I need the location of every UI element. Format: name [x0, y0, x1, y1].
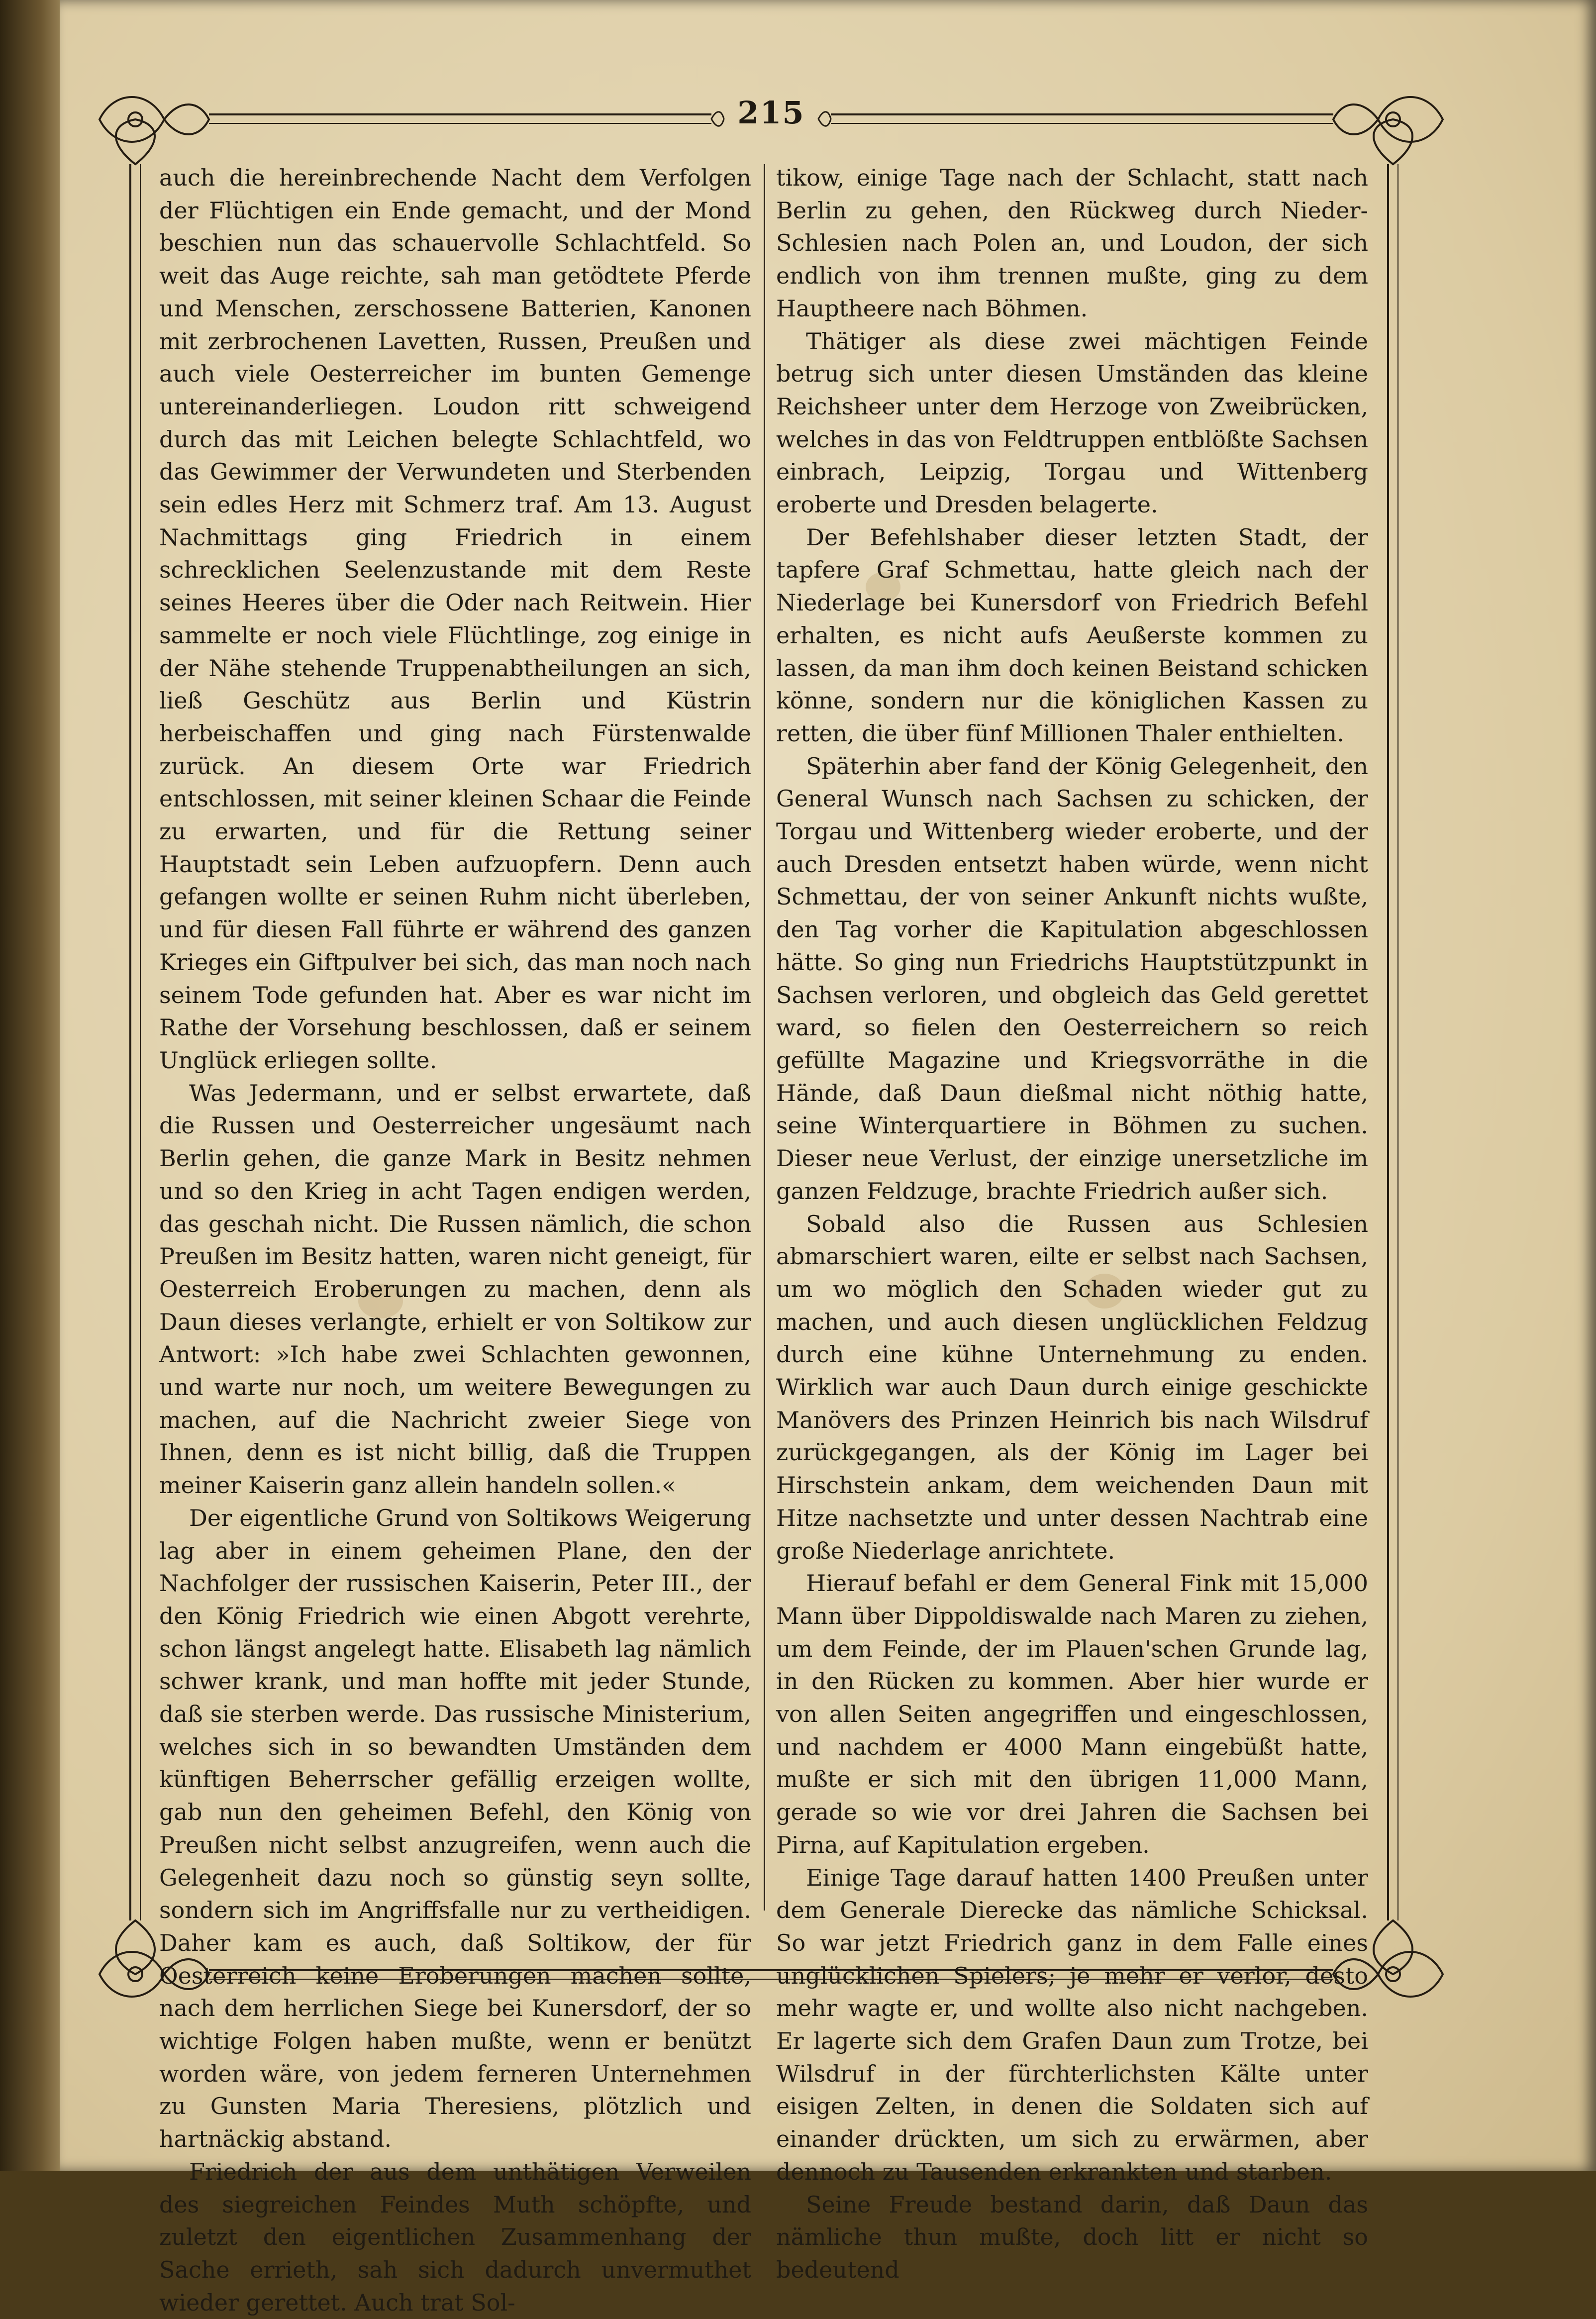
paragraph: Friedrich der aus dem unthätigen Verweilen des siegreichen Feindes Muth schöpfte, und zuletzt den eigentlichen Zusammenhang der Sache errieth, sah sich dadurch unvermuthet wieder gerettet. Auch trat Sol- — [159, 2158, 751, 2316]
paragraph: Der eigentliche Grund von Soltikows Weigerung lag aber in einem geheimen Plane, den der Nachfolger der russischen Kaiserin, Peter III., der den König Friedrich wie einen Abgott verehrte, schon längst angelegt hatte. Elisabeth lag nämlich schwer krank, und man hoffte mit jeder Stunde, daß sie sterben werde. Das russische Ministerium, welches sich in so bewandten Umständen dem künftigen Beherrscher gefällig erzeigen wollte, gab nun den geheimen Befehl, den König von Preußen nicht selbst anzugreifen, wenn auch die Gelegenheit dazu noch so günstig seyn sollte, sondern sich im Angriffsfalle nur zu vertheidigen. Daher kam es auch, daß Soltikow, der für Oesterreich keine Eroberungen machen sollte, nach dem herrlichen Siege bei Kunersdorf, der so wichtige Folgen haben mußte, wenn er benützt worden wäre, von jedem ferneren Unternehmen zu Gunsten Maria Theresiens, plötzlich und hartnäckig abstand. — [159, 1504, 751, 2153]
corner-ornament-top-left — [100, 97, 209, 164]
paragraph: Hierauf befahl er dem General Fink mit 15,000 Mann über Dippoldiswalde nach Maren zu ziehen, um dem Feinde, der im Plauen'schen Grunde lag, in den Rücken zu kommen. Aber hier wurde er von allen Seiten angegriffen und eingeschlossen, und nachdem er 4000 Mann eingebüßt hatte, mußte er sich mit den übrigen 11,000 Mann, gerade so wie vor drei Jahren die Sachsen bei Pirna, auf Kapitulation ergeben. — [776, 1570, 1368, 1858]
corner-ornament-top-right — [1333, 97, 1443, 164]
paragraph: Späterhin aber fand der König Gelegenheit, den General Wunsch nach Sachsen zu schicken, der Torgau und Wittenberg wieder eroberte, und der auch Dresden entsetzt haben würde, wenn nicht Schmettau, der von seiner Ankunft nichts wußte, den Tag vorher die Kapitulation abgeschlossen hätte. So ging nun Friedrichs Hauptstützpunkt in Sachsen verloren, und obgleich das Geld gerettet ward, so fielen den Oesterreichern so reich gefüllte Magazine und Kriegsvorräthe in die Hände, daß Daun dießmal nicht nöthig hatte, seine Winterquartiere in Böhmen zu suchen. Dieser neue Verlust, der einzige unersetzliche im ganzen Feldzuge, brachte Friedrich außer sich. — [776, 752, 1368, 1205]
paragraph: Einige Tage darauf hatten 1400 Preußen unter dem Generale Dierecke das nämliche Schicksal. So war jetzt Friedrich ganz in dem Falle eines unglücklichen Spielers; je mehr er verlor, desto mehr wagte er, und wollte also nicht nachgeben. Er lagerte sich dem Grafen Daun zum Trotze, bei Wilsdruf in der fürchterlichsten Kälte unter eisigen Zelten, in denen die Soldaten sich auf einander drückten, um sich zu erwärmen, aber dennoch zu Tausenden erkrankten und starben. — [776, 1864, 1368, 2185]
paragraph: Der Befehlshaber dieser letzten Stadt, der tapfere Graf Schmettau, hatte gleich nach der Niederlage bei Kunersdorf von Friedrich Befehl erhalten, es nicht aufs Aeußerste kommen zu lassen, da man ihm doch keinen Beistand schicken könne, sondern nur die königlichen Kassen zu retten, die über fünf Millionen Thaler enthielten. — [776, 523, 1368, 747]
paragraph: Thätiger als diese zwei mächtigen Feinde betrug sich unter diesen Umständen das kleine Reichsheer unter dem Herzoge von Zweibrücken, welches in das von Feldtruppen entblößte Sachsen einbrach, Leipzig, Torgau und Wittenberg eroberte und Dresden belagerte. — [776, 327, 1368, 518]
paragraph: auch die hereinbrechende Nacht dem Verfolgen der Flüchtigen ein Ende gemacht, und der Mond beschien nun das schauervolle Schlachtfeld. So weit das Auge reichte, sah man getödtete Pferde und Menschen, zerschossene Batterien, Kanonen mit zerbrochenen Lavetten, Russen, Preußen und auch viele Oesterreicher im bunten Gemenge untereinanderliegen. Loudon ritt schweigend durch das mit Leichen belegte Schlachtfeld, wo das Gewimmer der Verwundeten und Sterbenden sein edles Herz mit Schmerz traf. Am 13. August Nachmittags ging Friedrich in einem schrecklichen Seelenzustande mit dem Reste seines Heeres über die Oder nach Reitwein. Hier sammelte er noch viele Flüchtlinge, zog einige in der Nähe stehende Truppenabtheilungen an sich, ließ Geschütz aus Berlin und Küstrin herbeischaffen und ging nach Fürstenwalde zurück. An diesem Orte war Friedrich entschlossen, mit seiner kleinen Schaar die Feinde zu erwarten, und für die Rettung seiner Hauptstadt sein Leben aufzuopfern. Denn auch gefangen wollte er seinen Ruhm nicht überleben, und für diesen Fall führte er während des ganzen Krieges ein Giftpulver bei sich, das man noch nach seinem Tode gefunden hat. Aber es war nicht im Rathe der Vorsehung beschlossen, daß er seinem Unglück erliegen sollte. — [159, 164, 751, 1074]
page-number: 215 — [737, 95, 805, 131]
paragraph: tikow, einige Tage nach der Schlacht, statt nach Berlin zu gehen, den Rückweg durch Nieder-Schlesien nach Polen an, und Loudon, der sich endlich von ihm trennen mußte, ging zu dem Hauptheere nach Böhmen. — [776, 164, 1368, 322]
text-column-left — [159, 162, 751, 2316]
paragraph: Sobald also die Russen aus Schlesien abmarschiert waren, eilte er selbst nach Sachsen, um wo möglich den Schaden wieder gut zu machen, und auch diesen unglücklichen Feldzug durch eine kühne Unternehmung zu enden. Wirklich war auch Daun durch einige geschickte Manövers des Prinzen Heinrich bis nach Wilsdruf zurückgegangen, als der König im Lager bei Hirschstein ankam, dem weichenden Daun mit Hitze nachsetzte und unter dessen Nachtrab eine große Niederlage anrichtete. — [776, 1210, 1368, 1564]
column-divider — [764, 164, 765, 1911]
paragraph: Was Jedermann, und er selbst erwartete, daß die Russen und Oesterreicher ungesäumt nach Berlin gehen, die ganze Mark in Besitz nehmen und so den Krieg in acht Tagen endigen werden, das geschah nicht. Die Russen nämlich, die schon Preußen im Besitz hatten, waren nicht geneigt, für Oesterreich Eroberungen zu machen, denn als Daun dieses verlangte, erhielt er von Soltikow zur Antwort: »Ich habe zwei Schlachten gewonnen, und warte nur noch, um weitere Bewegungen zu machen, auf die Nachricht zweier Siege von Ihnen, denn es ist nicht billig, daß die Truppen meiner Kaiserin ganz allein handeln sollen.« — [159, 1079, 751, 1499]
paragraph: Seine Freude bestand darin, daß Daun das nämliche thun mußte, doch litt er nicht so bedeutend — [776, 2191, 1368, 2283]
text-column-right — [776, 162, 1368, 2283]
